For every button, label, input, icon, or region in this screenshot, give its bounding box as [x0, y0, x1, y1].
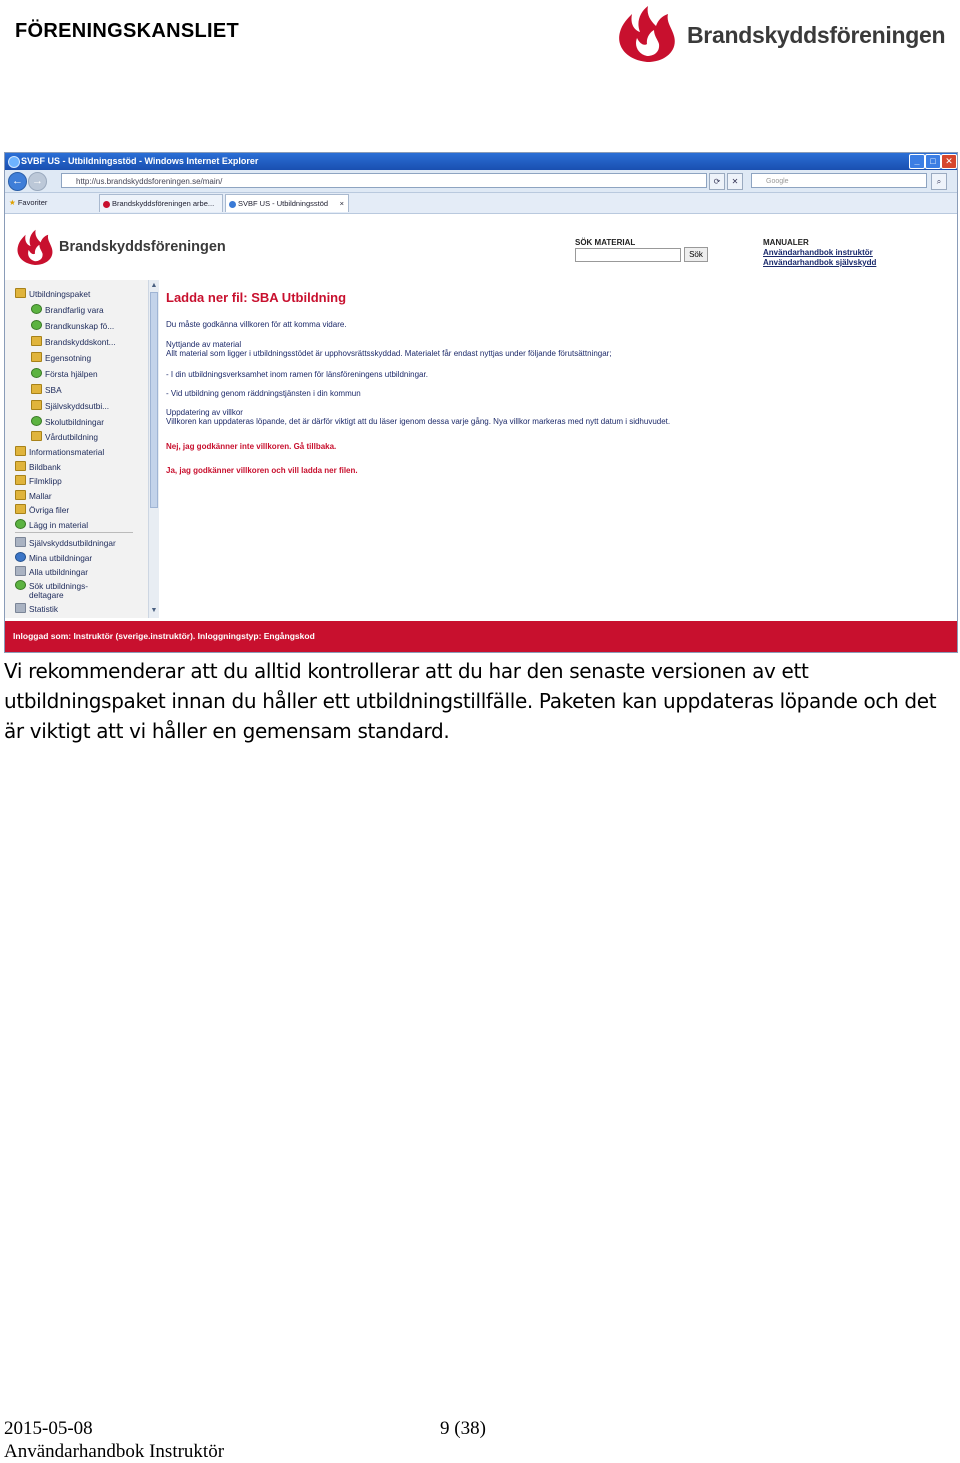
sidebar-item-label: Vårdutbildning: [45, 432, 99, 442]
sidebar-item-label: Sök utbildnings-: [29, 581, 89, 591]
sidebar-item-label: deltagare: [29, 590, 64, 600]
sidebar-item-sjalvskyddsutbi[interactable]: [31, 400, 109, 411]
ie-icon: [8, 156, 20, 168]
login-status-bar: [5, 621, 957, 652]
forward-button[interactable]: →: [28, 172, 47, 191]
usage-title: Nyttjande av material: [166, 340, 242, 349]
sidebar-item-brandfarlig-vara[interactable]: [31, 304, 104, 315]
refresh-button[interactable]: ⟳: [709, 173, 725, 190]
folder-icon: [31, 352, 42, 362]
folder-icon: [31, 400, 42, 410]
tab-favicon: [103, 201, 110, 208]
sidebar-scrollbar[interactable]: [148, 280, 159, 618]
sidebar-item-label: Utbildningspaket: [29, 289, 91, 299]
scroll-down-icon[interactable]: ▼: [150, 607, 158, 614]
folder-icon: [15, 461, 26, 471]
package-icon: [31, 368, 42, 378]
sidebar-item-label: Egensotning: [45, 353, 92, 363]
manual-link-instructor[interactable]: Användarhandbok instruktör: [763, 248, 873, 257]
manual-link-selfprotection[interactable]: Användarhandbok självskydd: [763, 258, 877, 267]
scroll-up-icon[interactable]: ▲: [150, 282, 158, 289]
folder-icon: [15, 490, 26, 500]
sidebar-item-label: Alla utbildningar: [29, 567, 89, 577]
folder-icon: [15, 446, 26, 456]
url-field[interactable]: http://us.brandskyddsforeningen.se/main/: [61, 173, 707, 188]
sidebar-item-sba[interactable]: [31, 384, 62, 395]
sidebar-divider: [15, 532, 133, 533]
tab-brandskydd[interactable]: [99, 194, 223, 212]
sidebar-item-label: Mallar: [29, 491, 52, 501]
sidebar-item-label: Bildbank: [29, 462, 61, 472]
usage-bullet-2: - Vid utbildning genom räddningstjänsten i din kommun: [166, 389, 361, 398]
update-text: Villkoren kan uppdateras löpande, det är därför viktigt att du läser igenom dessa varje gång. Nya villkor markeras med nytt datum i sidhuvudet.: [166, 417, 671, 426]
back-button[interactable]: ←: [8, 172, 27, 191]
sidebar-item-skolutbildningar[interactable]: [31, 416, 104, 427]
brand-logo: [612, 4, 960, 66]
package-icon: [31, 320, 42, 330]
sidebar-item-label: Filmklipp: [29, 476, 62, 486]
sidebar-item-statistik[interactable]: [15, 603, 58, 614]
footer-date: 2015-05-08: [4, 1418, 93, 1439]
sidebar-item-sok-deltagare-line2[interactable]: [29, 590, 64, 600]
site-logo-text: Brandskyddsföreningen: [59, 239, 226, 255]
tab-svbf-us[interactable]: [225, 194, 349, 212]
sidebar-item-sjalvskyddsutbildningar[interactable]: [15, 537, 116, 548]
sidebar-item-label: Självskyddsutbildningar: [29, 538, 116, 548]
tab-label: SVBF US - Utbildningsstöd: [238, 199, 329, 208]
site-logo[interactable]: [13, 226, 253, 270]
tab-close-icon[interactable]: ×: [339, 199, 344, 208]
star-icon: ★: [9, 198, 16, 207]
folder-icon: [31, 336, 42, 346]
sidebar-item-lagg-in-material[interactable]: [15, 519, 88, 530]
search-material-input[interactable]: [575, 248, 681, 262]
database-icon: [15, 603, 26, 613]
folder-icon: [31, 384, 42, 394]
sidebar-item-bildbank[interactable]: [15, 461, 61, 472]
search-icon[interactable]: ⌕: [931, 173, 947, 190]
search-person-icon: [15, 580, 26, 590]
folder-icon: [15, 504, 26, 514]
flame-logo-icon: [13, 226, 57, 270]
tab-label: Brandskyddsföreningen arbe...: [112, 199, 215, 208]
sidebar-item-ovriga-filer[interactable]: [15, 504, 69, 515]
intro-text: Du måste godkänna villkoren för att komma vidare.: [166, 320, 347, 329]
update-title: Uppdatering av villkor: [166, 408, 243, 417]
scrollbar-thumb[interactable]: [150, 292, 158, 508]
sidebar-item-label: Brandfarlig vara: [45, 305, 104, 315]
sidebar-item-vardutbildning[interactable]: [31, 431, 98, 442]
body-paragraph: [4, 656, 960, 746]
login-status-text: Inloggad som: Instruktör (sverige.instruktör). Inloggningstyp: Engångskod: [13, 631, 315, 641]
sidebar-item-label: Brandkunskap fö...: [45, 321, 115, 331]
body-line: utbildningspaket innan du håller ett utbildningstillfälle. Paketen kan uppdateras löpande och det: [4, 689, 937, 713]
stop-button[interactable]: ✕: [727, 173, 743, 190]
logo-text: Brandskyddsföreningen: [687, 22, 946, 48]
document-header-title: FÖRENINGSKANSLIET: [15, 20, 239, 42]
tab-favicon: [229, 201, 236, 208]
close-window-button[interactable]: ✕: [941, 154, 957, 169]
sidebar-item-egensotning[interactable]: [31, 352, 91, 363]
body-line: är viktigt att vi håller en gemensam standard.: [4, 719, 450, 743]
sidebar-item-informationsmaterial[interactable]: [15, 446, 104, 457]
flame-logo-icon: [612, 4, 682, 66]
web-page: [5, 214, 957, 652]
folder-icon: [31, 431, 42, 441]
sidebar-item-brandkunskap[interactable]: [31, 320, 114, 331]
folder-icon: [15, 288, 26, 298]
download-heading: Ladda ner fil: SBA Utbildning: [166, 290, 347, 305]
sidebar-item-label: Övriga filer: [29, 505, 70, 515]
minimize-button[interactable]: _: [909, 154, 925, 169]
accept-link[interactable]: Ja, jag godkänner villkoren och vill ladda ner filen.: [166, 466, 358, 475]
browser-screenshot: [4, 152, 958, 653]
manuals-label: MANUALER: [763, 238, 809, 247]
usage-text: Allt material som ligger i utbildningsstödet är upphovsrättsskyddad. Materialet får endast nyttjas under följande förutsättningar;: [166, 349, 612, 358]
sidebar-item-utbildningspaket[interactable]: [15, 288, 90, 299]
sidebar-item-label: Första hjälpen: [45, 369, 98, 379]
add-file-icon: [15, 519, 26, 529]
computer-icon: [15, 566, 26, 576]
footer-page-number: 9 (38): [440, 1418, 486, 1439]
footer-document-title: Användarhandbok Instruktör: [4, 1441, 225, 1462]
user-icon: [15, 552, 26, 562]
package-icon: [31, 304, 42, 314]
sidebar-item-label: Brandskyddskont...: [45, 337, 116, 347]
tab-bar: [5, 193, 957, 214]
sidebar-item-brandskyddskont[interactable]: [31, 336, 116, 347]
sidebar-item-label: Självskyddsutbi...: [45, 401, 110, 411]
sidebar-item-label: Lägg in material: [29, 520, 89, 530]
window-title: SVBF US - Utbildningsstöd - Windows Internet Explorer: [21, 156, 259, 166]
folder-icon: [15, 475, 26, 485]
browser-search-input[interactable]: Google: [751, 173, 927, 188]
sidebar-item-label: Mina utbildningar: [29, 553, 93, 563]
maximize-button[interactable]: □: [925, 154, 941, 169]
manuals-section: [763, 238, 876, 268]
package-icon: [31, 416, 42, 426]
usage-bullet-1: - I din utbildningsverksamhet inom ramen för länsföreningens utbildningar.: [166, 370, 428, 379]
search-material-label: SÖK MATERIAL: [575, 238, 636, 247]
list-icon: [15, 537, 26, 547]
favorites-button[interactable]: [9, 198, 47, 207]
sidebar: [5, 280, 159, 618]
address-bar: [5, 170, 957, 193]
sidebar-item-forsta-hjalpen[interactable]: [31, 368, 98, 379]
sidebar-item-label: Informationsmaterial: [29, 447, 105, 457]
window-titlebar: [5, 153, 957, 170]
sidebar-item-mina-utbildningar[interactable]: [15, 552, 92, 563]
decline-link[interactable]: Nej, jag godkänner inte villkoren. Gå tillbaka.: [166, 442, 337, 451]
sidebar-item-label: SBA: [45, 385, 62, 395]
search-material-button[interactable]: Sök: [684, 247, 708, 262]
body-line: Vi rekommenderar att du alltid kontrollerar att du har den senaste versionen av ett: [4, 659, 809, 683]
sidebar-item-alla-utbildningar[interactable]: [15, 566, 88, 577]
favorites-label: Favoriter: [17, 198, 48, 207]
sidebar-item-label: Statistik: [29, 604, 59, 614]
sidebar-item-label: Skolutbildningar: [45, 417, 105, 427]
sidebar-item-mallar[interactable]: [15, 490, 52, 501]
sidebar-item-filmklipp[interactable]: [15, 475, 62, 486]
